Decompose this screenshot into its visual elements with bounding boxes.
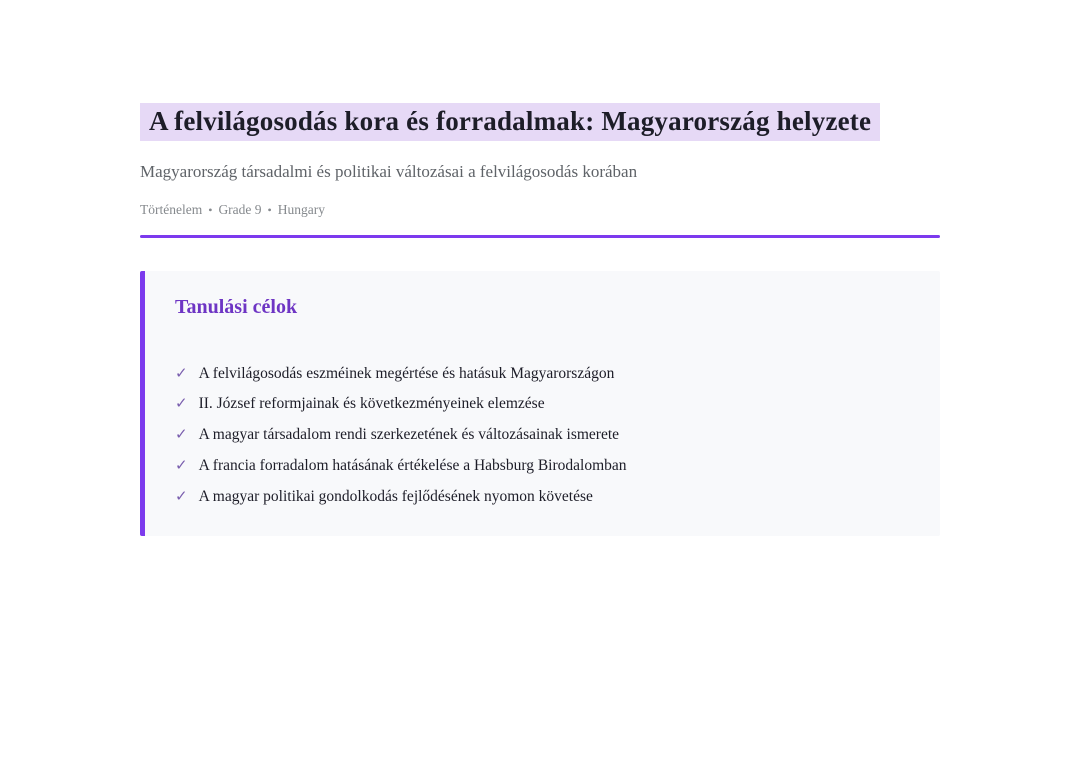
accent-divider [140, 235, 940, 238]
checkmark-icon: ✓ [175, 457, 188, 474]
page-subtitle: Magyarország társadalmi és politikai változásai a felvilágosodás korában [140, 162, 638, 181]
goals-list [175, 364, 910, 508]
learning-goals-card [140, 271, 940, 536]
checkmark-icon: ✓ [175, 488, 188, 505]
goal-text: A magyar társadalom rendi szerkezetének és változásainak ismerete [198, 426, 620, 444]
goal-item [175, 456, 910, 477]
meta-country: Hungary [277, 201, 325, 217]
goal-text: A felvilágosodás eszméinek megértése és hatásuk Magyarországon [198, 364, 615, 382]
goal-item [175, 364, 910, 385]
page-title-highlight: A felvilágosodás kora és forradalmak: Magyarország helyzete [140, 103, 880, 141]
meta-grade: Grade 9 [218, 201, 262, 217]
goal-item [175, 394, 910, 415]
lesson-header [140, 103, 940, 238]
goal-item [175, 487, 910, 508]
meta-subject: Történelem [140, 201, 203, 217]
goal-text: A magyar politikai gondolkodás fejlődésének nyomon követése [198, 487, 593, 505]
checkmark-icon: ✓ [175, 396, 188, 413]
meta-line [140, 202, 940, 218]
checkmark-icon: ✓ [175, 427, 188, 444]
goals-heading: Tanulási célok [175, 295, 298, 318]
goal-text: A francia forradalom hatásának értékelése a Habsburg Birodalomban [198, 456, 627, 474]
lesson-page [140, 0, 940, 536]
checkmark-icon: ✓ [175, 365, 188, 382]
page-title [140, 103, 940, 141]
goal-text: II. József reformjainak és következményeinek elemzése [198, 395, 545, 413]
meta-separator-icon: • [208, 202, 213, 217]
goal-item [175, 425, 910, 446]
meta-separator-icon: • [267, 202, 272, 217]
